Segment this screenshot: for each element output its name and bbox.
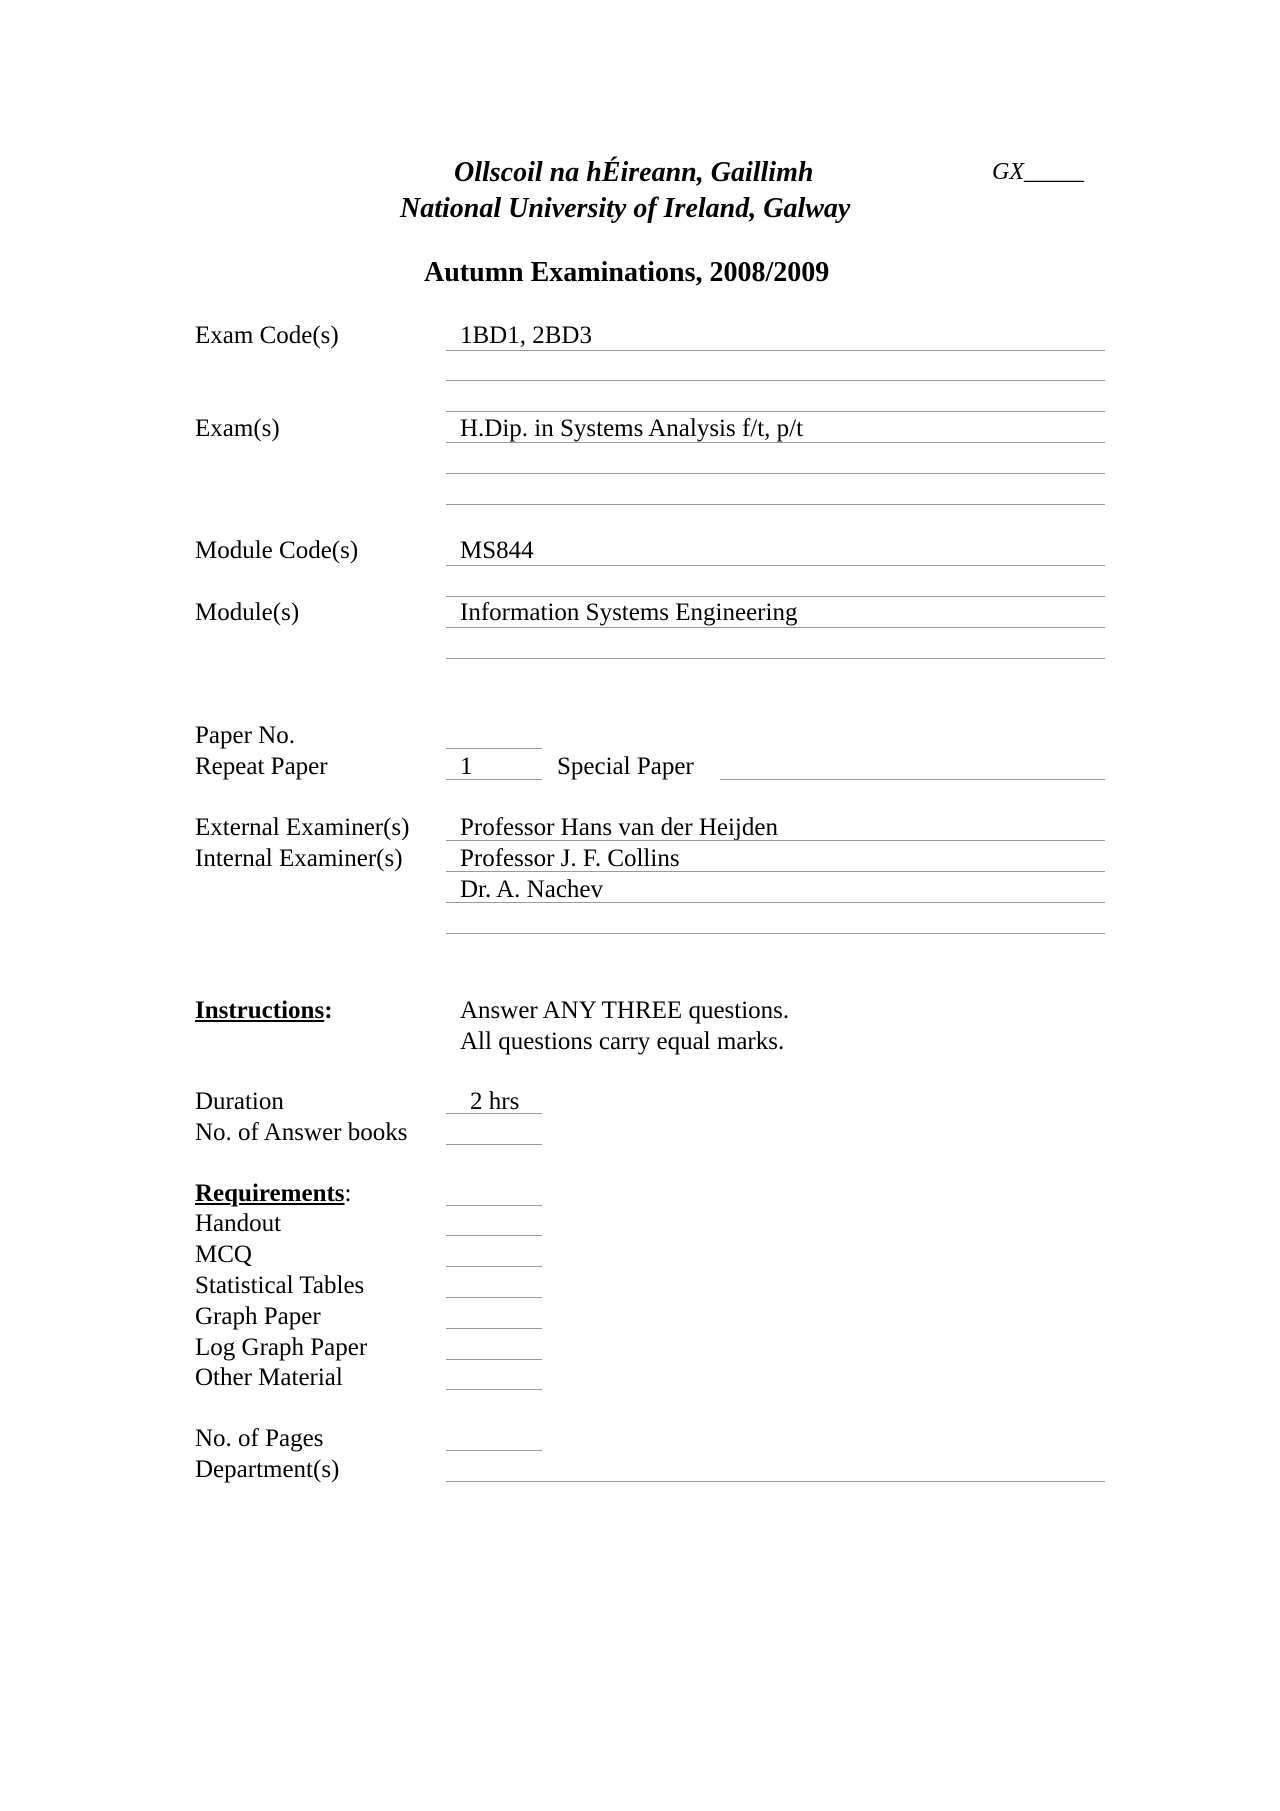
value-internal-examiner-2: Dr. A. Nachev bbox=[460, 876, 604, 903]
rule-line bbox=[446, 411, 1105, 412]
rule-line-short bbox=[446, 1450, 542, 1451]
value-duration: 2 hrs bbox=[470, 1088, 520, 1115]
label-exams: Exam(s) bbox=[195, 415, 280, 442]
rule-line-short bbox=[446, 1235, 542, 1236]
rule-line-short bbox=[446, 1389, 542, 1390]
label-module-codes: Module Code(s) bbox=[195, 537, 359, 564]
value-modules: Information Systems Engineering bbox=[460, 599, 798, 626]
label-internal-examiners: Internal Examiner(s) bbox=[195, 845, 403, 872]
rule-line-short bbox=[446, 1144, 542, 1145]
value-exam-codes: 1BD1, 2BD3 bbox=[460, 322, 592, 349]
page-title: Autumn Examinations, 2008/2009 bbox=[424, 257, 830, 288]
rule-line bbox=[446, 1481, 1105, 1482]
rule-line-short bbox=[446, 779, 542, 780]
rule-line bbox=[446, 871, 1105, 872]
rule-line-short bbox=[446, 1359, 542, 1360]
rule-line bbox=[446, 902, 1105, 903]
rule-line-short bbox=[446, 748, 542, 749]
label-modules: Module(s) bbox=[195, 599, 300, 626]
value-instruction-1: Answer ANY THREE questions. bbox=[460, 997, 790, 1024]
label-special-paper: Special Paper bbox=[557, 753, 694, 780]
label-answer-books: No. of Answer books bbox=[195, 1119, 408, 1146]
label-log-graph-paper: Log Graph Paper bbox=[195, 1334, 368, 1361]
label-mcq: MCQ bbox=[195, 1241, 252, 1268]
rule-line-short bbox=[446, 1205, 542, 1206]
rule-line bbox=[446, 933, 1105, 934]
label-requirements-wrap bbox=[195, 1181, 351, 1206]
rule-line bbox=[446, 658, 1105, 659]
label-duration: Duration bbox=[195, 1088, 284, 1115]
rule-line bbox=[446, 380, 1105, 381]
value-external-examiner: Professor Hans van der Heijden bbox=[460, 814, 778, 841]
label-requirements-colon: : bbox=[344, 1180, 352, 1207]
rule-line bbox=[446, 350, 1105, 351]
value-repeat-paper: 1 bbox=[460, 753, 473, 780]
rule-line-short bbox=[446, 1328, 542, 1329]
label-requirements: Requirements bbox=[195, 1180, 345, 1207]
rule-line bbox=[446, 473, 1105, 474]
label-instructions-colon: : bbox=[324, 997, 333, 1024]
value-instruction-2: All questions carry equal marks. bbox=[460, 1028, 785, 1055]
label-paper-no: Paper No. bbox=[195, 722, 295, 749]
rule-line-short bbox=[446, 1266, 542, 1267]
university-name-english: National University of Ireland, Galway bbox=[400, 193, 851, 224]
rule-line bbox=[446, 627, 1105, 628]
label-instructions-wrap bbox=[195, 998, 333, 1023]
label-graph-paper: Graph Paper bbox=[195, 1303, 321, 1330]
label-instructions: Instructions bbox=[195, 997, 325, 1024]
rule-line-short bbox=[446, 1113, 542, 1114]
value-module-codes: MS844 bbox=[460, 537, 534, 564]
label-statistical-tables: Statistical Tables bbox=[195, 1272, 365, 1299]
rule-line bbox=[446, 442, 1105, 443]
rule-line bbox=[720, 779, 1105, 780]
value-internal-examiner-1: Professor J. F. Collins bbox=[460, 845, 680, 872]
university-name-irish: Ollscoil na hÉireann, Gaillimh bbox=[454, 157, 814, 188]
rule-line-short bbox=[446, 1297, 542, 1298]
label-external-examiners: External Examiner(s) bbox=[195, 814, 410, 841]
value-exams: H.Dip. in Systems Analysis f/t, p/t bbox=[460, 415, 804, 442]
rule-line bbox=[446, 596, 1105, 597]
rule-line bbox=[446, 565, 1105, 566]
gx-code: GX_____ bbox=[992, 159, 1084, 185]
rule-line bbox=[446, 840, 1105, 841]
rule-line bbox=[446, 504, 1105, 505]
label-no-of-pages: No. of Pages bbox=[195, 1425, 324, 1452]
label-handout: Handout bbox=[195, 1210, 282, 1237]
label-repeat-paper: Repeat Paper bbox=[195, 753, 328, 780]
label-exam-codes: Exam Code(s) bbox=[195, 322, 339, 349]
label-other-material: Other Material bbox=[195, 1364, 343, 1391]
label-departments: Department(s) bbox=[195, 1456, 340, 1483]
